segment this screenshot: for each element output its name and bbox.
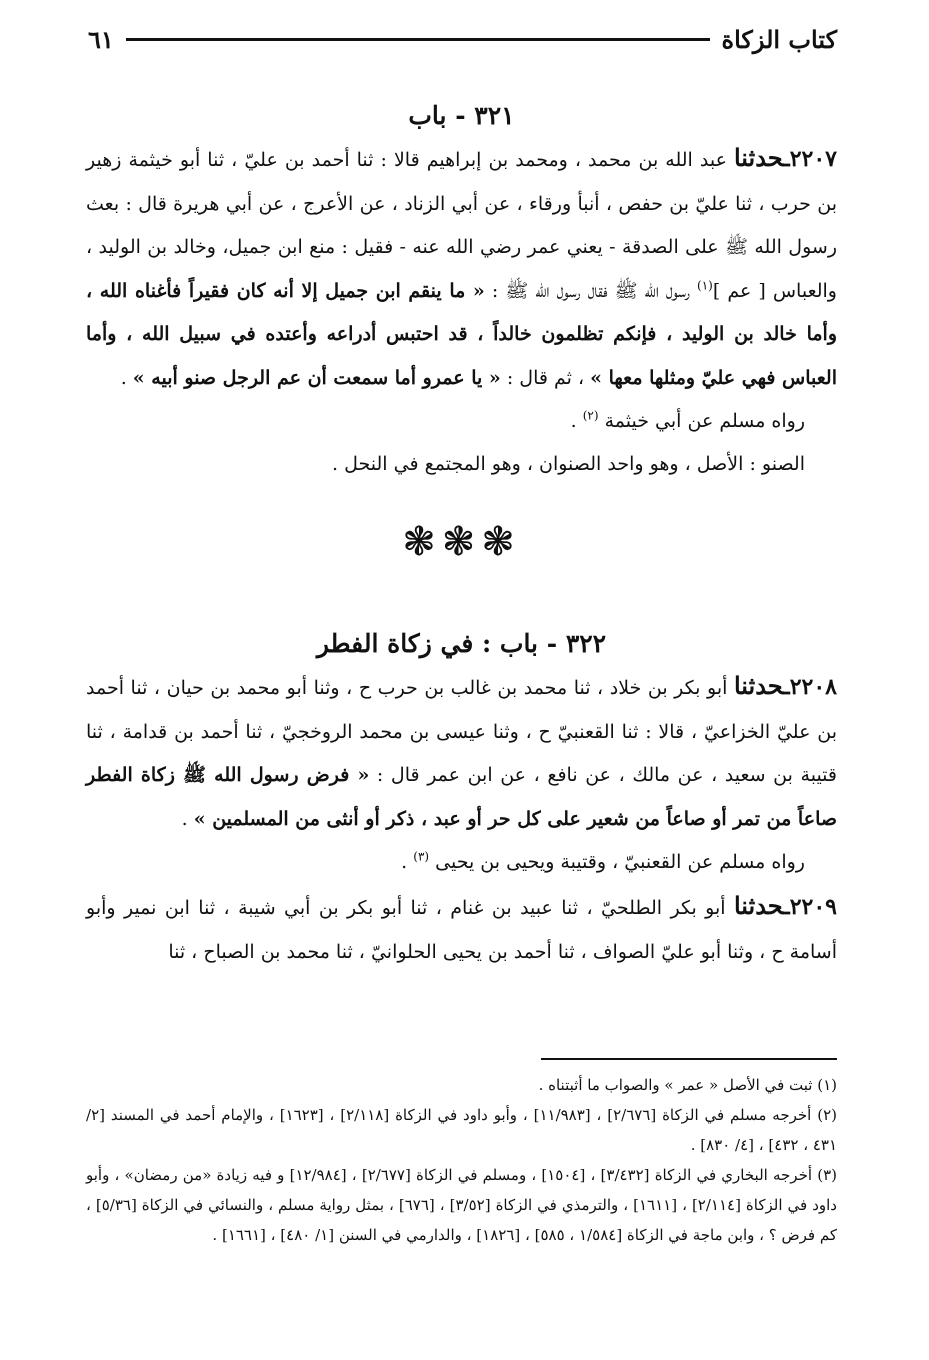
hadith-isnad: عبد الله بن محمد ، ومحمد بن إبراهيم قالا : ثنا أحمد بن عليّ ، ثنا أبو خيثمة زهير بن حرب ، ثنا عليّ بن حفص ، أنبأ ورقاء ، عن أبي الزناد ، عن الأعرج ، عن أبي هريرة قال : بعث رسول الله ﷺ على الصدقة - يعني عمر رضي الله عنه - فقيل : منع ابن جميل، وخالد بن الوليد ، والعباس [ عم ] xyxy=(86,149,837,302)
footnotes xyxy=(86,1070,837,1250)
hadith-isnad: أبو بكر الطلحيّ ، ثنا عبيد بن غنام ، ثنا أبو بكر بن أبي شيبة ، ثنا ابن نمير وأبو أسامة ح ، وثنا أبو عليّ الصواف ، ثنا أحمد بن يحيى الحلوانيّ ، ثنا محمد بن الصباح ، ثنا xyxy=(86,897,837,963)
hadith-matn: « فرض رسول الله ﷺ زكاة الفطر صاعاً من تمر أو صاعاً من شعير على كل حر أو عبد ، ذكر أو أنثى من المسلمين » xyxy=(86,764,837,830)
footnote-ref-2[interactable]: (٢) xyxy=(582,408,599,423)
hadith-2208 xyxy=(86,664,837,841)
footnote-1 xyxy=(86,1070,837,1100)
footnote-ref-1[interactable]: (١) xyxy=(697,278,713,293)
haddathana-word: حدثنا xyxy=(733,143,784,172)
footnote-mark: (٣) xyxy=(817,1166,837,1184)
footnote-rule xyxy=(541,1058,837,1060)
hadith-end: . xyxy=(120,366,133,389)
hadith-number: ٢٢٠٧ـ xyxy=(783,146,837,172)
running-title: كتاب الزكاة xyxy=(721,24,837,54)
hadith-connector: ، ثم قال : xyxy=(500,366,591,389)
section-separator: ❃❃❃ xyxy=(402,519,521,565)
riwaya-text: رواه مسلم عن القعنبيّ ، وقتيبة ويحيى بن يحيى xyxy=(435,851,805,873)
chapter-321-title: ٣٢١ - باب xyxy=(408,101,515,130)
hadith-end: . xyxy=(181,807,194,830)
hadith-isnad-continued: رسول الله ﷺ فقال رسول الله ﷺ : xyxy=(484,279,698,302)
footnote-2 xyxy=(86,1100,837,1160)
footnote-ref-3[interactable]: (٣) xyxy=(413,849,430,864)
hadith-2207 xyxy=(86,136,837,400)
haddathana-word: حدثنا xyxy=(733,671,784,700)
page-number: ٦١ xyxy=(88,24,114,54)
hadith-2209 xyxy=(86,884,837,974)
chapter-322-title: ٣٢٢ - باب : في زكاة الفطر xyxy=(316,629,607,658)
hadith-matn-2: « يا عمرو أما سمعت أن عم الرجل صنو أبيه » xyxy=(132,366,501,389)
footnote-mark: (٢) xyxy=(817,1106,837,1124)
hadith-number: ٢٢٠٨ـ xyxy=(783,674,837,700)
hadith-matn: « ما ينقم ابن جميل إلا أنه كان فقيراً فأغناه الله ، وأما خالد بن الوليد ، فإنكم تظلمون خالداً ، قد احتبس أدراعه وأعتده في سبيل الله ، وأما العباس فهي عليّ ومثلها معها » xyxy=(86,279,837,389)
page-header xyxy=(88,22,837,56)
riwaya-2207 xyxy=(86,400,837,443)
footnote-mark: (١) xyxy=(817,1076,837,1094)
hadith-number: ٢٢٠٩ـ xyxy=(783,894,837,920)
riwaya-2208 xyxy=(86,841,837,884)
riwaya-end: . xyxy=(401,851,414,873)
page-body xyxy=(86,96,837,974)
footnote-text: أخرجه البخاري في الزكاة [٣/٤٣٢] ، [١٥٠٤] ، ومسلم في الزكاة [٢/٦٧٧] ، [١٢/٩٨٤] و فيه زيادة «من رمضان» ، وأبو داود في الزكاة [٢/١١٤] ، [١٦١١] ، والترمذي في الزكاة [٣/٥٢] ، [٦٧٦] ، بمثل رواية مسلم ، والنسائي في الزكاة [٥/٣٦] ، كم فرض ؟ ، وابن ماجة في الزكاة [١/٥٨٤ ، ٥٨٥] ، [١٨٢٦] ، والدارمي في السنن [١/ ٤٨٠] ، [١٦٦١] . xyxy=(86,1166,837,1244)
header-rule xyxy=(126,38,710,41)
hadith-isnad: أبو بكر بن خلاد ، ثنا محمد بن غالب بن حرب ح ، وثنا أبو محمد بن حيان ، ثنا أحمد بن عليّ الخزاعيّ ، قالا : ثنا القعنبيّ ح ، وثنا عيسى بن محمد الروخجيّ ، ثنا أحمد بن قدامة ، ثنا قتيبة بن سعيد ، عن مالك ، عن نافع ، عن ابن عمر قال : xyxy=(86,677,837,786)
riwaya-end: . xyxy=(570,410,583,432)
footnote-text: ثبت في الأصل « عمر » والصواب ما أثبتناه . xyxy=(538,1076,813,1094)
haddathana-word: حدثنا xyxy=(733,891,784,920)
footnote-3 xyxy=(86,1160,837,1250)
footnote-text: أخرجه مسلم في الزكاة [٢/٦٧٦] ، [١١/٩٨٣] ، وأبو داود في الزكاة [٢/١١٨] ، [١٦٢٣] ، والإمام أحمد في المسند [٢/ ٤٣١ ، ٤٣٢] ، [٤/ ٨٣٠] . xyxy=(86,1106,837,1154)
riwaya-text: رواه مسلم عن أبي خيثمة xyxy=(604,410,805,432)
gloss-sinw: الصنو : الأصل ، وهو واحد الصنوان ، وهو المجتمع في النحل . xyxy=(332,453,805,475)
